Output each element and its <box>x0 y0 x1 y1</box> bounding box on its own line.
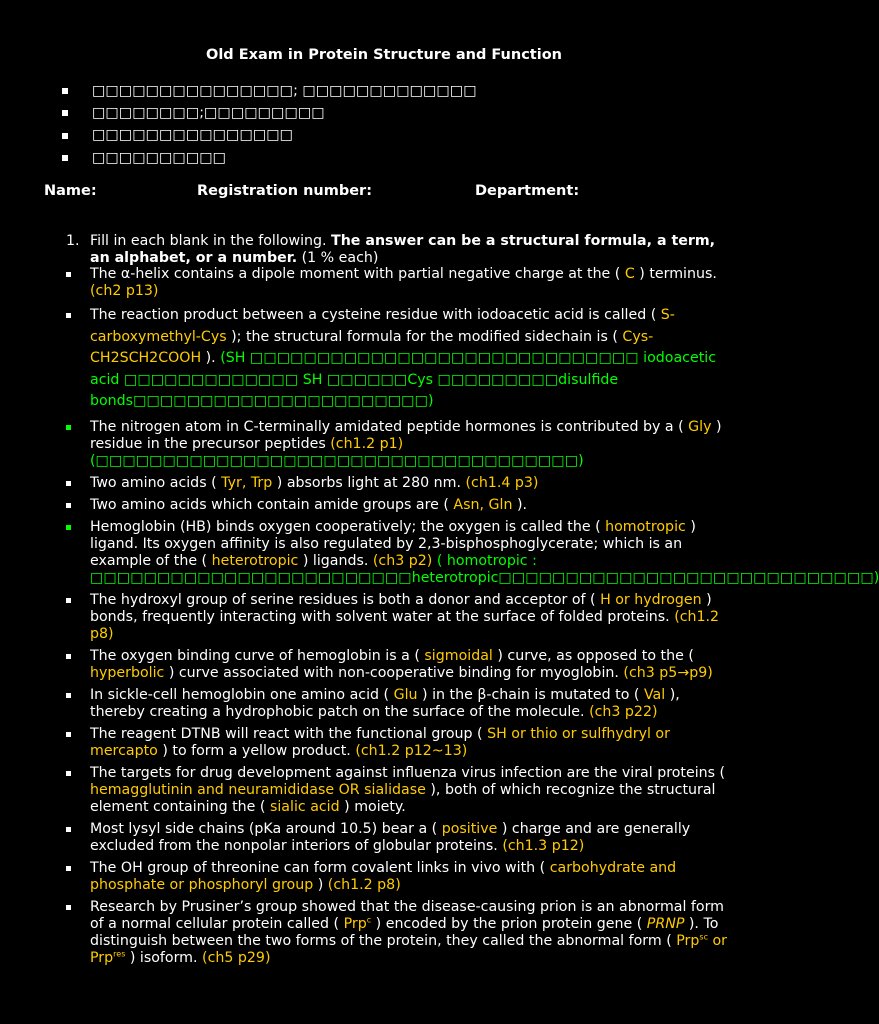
answer: Val <box>643 686 666 703</box>
answer: positive <box>441 820 498 837</box>
reference: (ch1.2 p12~13) <box>355 742 468 759</box>
list-item: In sickle-cell hemoglobin one amino acid ( Glu ) in the β-chain is mutated to ( Val ), thereby creating a hydrophobic patch on the surface of the molecule. (ch3 p22) <box>62 687 734 721</box>
answer: sialic acid <box>269 798 340 815</box>
department-label: Department: <box>475 183 580 199</box>
bullet-icon <box>66 771 71 776</box>
answer: carbohydrate and phosphate or phosphoryl group <box>90 859 677 893</box>
answer: hemagglutinin and neuramididase OR sialidase <box>90 781 426 798</box>
list-item: The targets for drug development against influenza virus infection are the viral proteins ( hemagglutinin and neuramididase OR sialidase ), both of which recognize the structural element containing the ( sialic acid ) moiety. <box>62 765 734 816</box>
registration-label: Registration number: <box>197 183 372 199</box>
reference: (ch1.2 p1) <box>330 435 404 452</box>
bullet-icon <box>66 503 71 508</box>
answer-list <box>62 266 879 972</box>
list-item: Most lysyl side chains (pKa around 10.5) bear a ( positive ) charge and are generally excluded from the nonpolar interiors of globular proteins. (ch1.3 p12) <box>62 821 734 855</box>
reference: (ch3 p22) <box>589 703 658 720</box>
answer: H or hydrogen <box>600 591 702 608</box>
page-title: Old Exam in Protein Structure and Function <box>206 47 562 63</box>
answer: Gly <box>688 418 712 435</box>
list-item: Two amino acids which contain amide groups are ( Asn, Gln ). <box>62 497 734 514</box>
list-item: Research by Prusiner’s group showed that the disease-causing prion is an abnormal form of a normal cellular protein called ( Prp$^c$ ) encoded by the prion protein gene ( PRNP ). To distinguish between the two forms of the protein, they called the abnormal form ( Prp$^{sc}$ or Prp$^{res}$ ) isoform. (ch5 p29) <box>62 899 734 967</box>
question-1 <box>66 233 736 267</box>
answer: Asn, Gln <box>453 496 513 513</box>
bullet-icon <box>66 866 71 871</box>
bullet-icon <box>66 425 71 430</box>
answer: homotropic <box>605 518 686 535</box>
bullet-icon <box>62 110 68 116</box>
list-item: The reaction product between a cysteine residue with iodoacetic acid is called ( S-carboxymethyl-Cys ); the structural formula for the modified sidechain is ( Cys-CH2SCH2COOH ). (SH □□□□□□□□□□□□□□□□□□□□□□□□□□□□□ iodoacetic acid □□□□□□□□□□□□□ SH □□□□□□Cys □□□□□□□□□disulfide bonds□□□□□□□□□□□□□□□□□□□□□□) <box>62 305 734 413</box>
instruction-list <box>62 80 477 169</box>
note: (SH □□□□□□□□□□□□□□□□□□□□□□□□□□□□□ iodoacetic acid □□□□□□□□□□□□□ SH □□□□□□Cys □□□□□□□□□disulfide bonds□□□□□□□□□□□□□□□□□□□□□□) <box>90 350 717 409</box>
answer: C <box>624 266 635 282</box>
bullet-icon <box>66 905 71 910</box>
reference: (ch3 p5→p9) <box>623 664 713 681</box>
answer: S-carboxymethyl-Cys <box>90 307 675 345</box>
bullet-icon <box>66 481 71 486</box>
bullet-icon <box>62 133 68 139</box>
bullet-icon <box>66 598 71 603</box>
list-item: The reagent DTNB will react with the functional group ( SH or thio or sulfhydryl or mercapto ) to form a yellow product. (ch1.2 p12~13) <box>62 726 734 760</box>
bullet-icon <box>66 272 71 277</box>
reference: (ch2 p13) <box>90 283 159 299</box>
bullet-icon <box>66 313 71 318</box>
list-item: Two amino acids ( Tyr, Trp ) absorbs light at 280 nm. (ch1.4 p3) <box>62 475 734 492</box>
bullet-icon <box>66 827 71 832</box>
instruction-item: □□□□□□□□□□ <box>62 147 477 169</box>
answer: Glu <box>393 686 418 703</box>
answer: Prp <box>676 932 700 949</box>
bullet-icon <box>66 525 71 530</box>
question-text: Fill in each blank in the following. The answer can be a structural formula, a term, an alphabet, or a number. (1 % each) <box>90 233 716 266</box>
answer: Tyr, Trp <box>221 474 273 491</box>
note: (□□□□□□□□□□□□□□□□□□□□□□□□□□□□□□□□□□□□) <box>90 452 584 469</box>
bullet-icon <box>66 654 71 659</box>
answer: SH or thio or sulfhydryl or mercapto <box>90 725 670 759</box>
question-number: 1. <box>66 233 80 249</box>
list-item: The oxygen binding curve of hemoglobin is a ( sigmoidal ) curve, as opposed to the ( hyperbolic ) curve associated with non-cooperative binding for myoglobin. (ch3 p5→p9) <box>62 648 734 682</box>
bullet-icon <box>62 155 68 161</box>
answer: hyperbolic <box>90 664 165 681</box>
list-item: The OH group of threonine can form covalent links in vivo with ( carbohydrate and phosphate or phosphoryl group ) (ch1.2 p8) <box>62 860 734 894</box>
reference: (ch1.3 p12) <box>502 837 585 854</box>
reference: (ch3 p2) <box>372 552 433 569</box>
reference: (ch1.2 p8) <box>327 876 401 893</box>
note: ( homotropic : □□□□□□□□□□□□□□□□□□□□□□□□heterotropic□□□□□□□□□□□□□□□□□□□□□□□□□□□□) <box>90 552 879 586</box>
bullet-icon <box>62 88 68 94</box>
list-item: The α-helix contains a dipole moment with partial negative charge at the ( C ) terminus. (ch2 p13) <box>62 266 734 300</box>
answer: Prp <box>343 915 367 932</box>
reference: (ch5 p29) <box>202 949 271 966</box>
bullet-icon <box>66 732 71 737</box>
list-item: Hemoglobin (HB) binds oxygen cooperatively; the oxygen is called the ( homotropic ) ligand. Its oxygen affinity is also regulated by 2,3-bisphosphoglycerate; which is an example of the ( heterotropic ) ligands. (ch3 p2) ( homotropic : □□□□□□□□□□□□□□□□□□□□□□□□heterotropic□□□□□□□□□□□□□□□□□□□□□□□□□□□□) <box>62 519 734 587</box>
answer: Cys-CH2SCH2COOH <box>90 328 654 366</box>
reference: (ch1.2 p8) <box>90 608 720 642</box>
instruction-item: □□□□□□□□□□□□□□□; □□□□□□□□□□□□□ <box>62 80 477 102</box>
instruction-item: □□□□□□□□;□□□□□□□□□ <box>62 102 477 124</box>
answer: PRNP <box>646 915 685 932</box>
bullet-icon <box>66 693 71 698</box>
answer: sigmoidal <box>424 647 493 664</box>
answer: heterotropic <box>211 552 299 569</box>
reference: (ch1.4 p3) <box>465 474 539 491</box>
instruction-item: □□□□□□□□□□□□□□□ <box>62 125 477 147</box>
name-label: Name: <box>44 183 97 199</box>
list-item: The nitrogen atom in C-terminally amidated peptide hormones is contributed by a ( Gly ) residue in the precursor peptides (ch1.2 p1) (□□□□□□□□□□□□□□□□□□□□□□□□□□□□□□□□□□□□) <box>62 419 734 470</box>
list-item: The hydroxyl group of serine residues is both a donor and acceptor of ( H or hydrogen ) bonds, frequently interacting with solvent water at the surface of folded proteins. (ch1.2 p8) <box>62 592 734 643</box>
